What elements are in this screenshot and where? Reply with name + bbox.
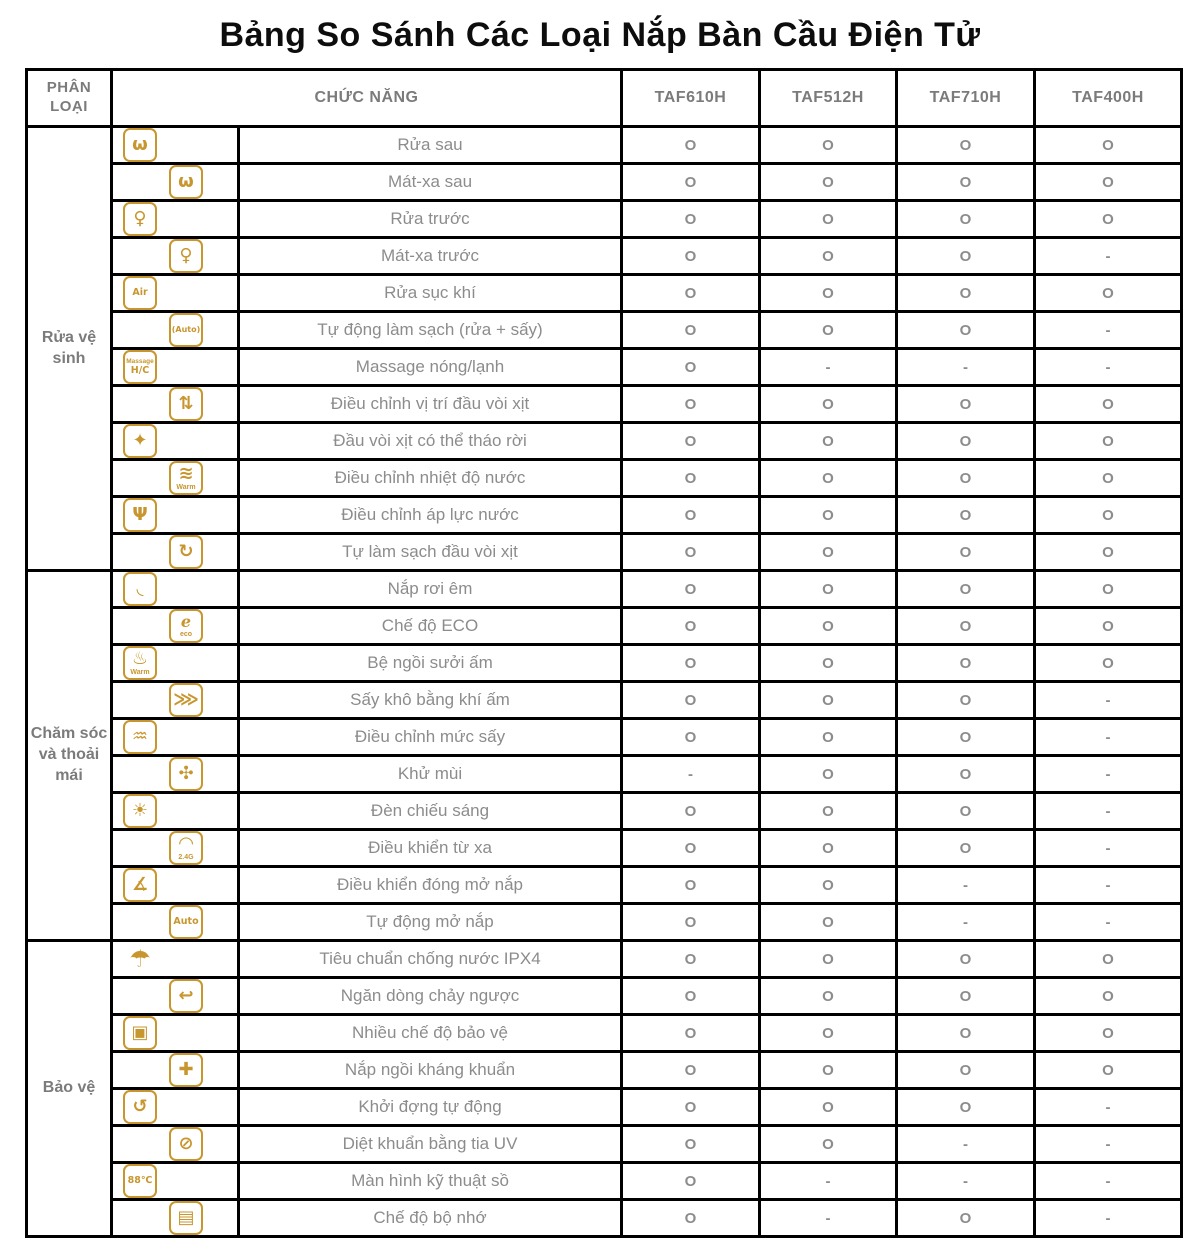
rear-massage-icon: ω (169, 165, 203, 199)
value-not-available: - (897, 904, 1035, 941)
uv-sterilization-icon: ⊘ (169, 1127, 203, 1161)
table-row (27, 867, 1182, 904)
table-row (27, 164, 1182, 201)
memory-mode-icon: ▤ (169, 1201, 203, 1235)
value-available: O (622, 423, 760, 460)
function-label: Điều chỉnh áp lực nước (239, 497, 622, 534)
function-label: Điều chỉnh nhiệt độ nước (239, 460, 622, 497)
function-label: Nắp ngồi kháng khuẩn (239, 1052, 622, 1089)
value-not-available: - (897, 1163, 1035, 1200)
hot-cold-massage-icon: Massage H/C (123, 350, 157, 384)
value-available: O (1035, 941, 1182, 978)
function-label: Điều khiển từ xa (239, 830, 622, 867)
value-available: O (1035, 275, 1182, 312)
col-header-function: CHỨC NĂNG (112, 70, 622, 127)
value-available: O (760, 756, 897, 793)
value-available: O (760, 867, 897, 904)
table-row (27, 349, 1182, 386)
value-available: O (760, 164, 897, 201)
table-row (27, 978, 1182, 1015)
value-available: O (1035, 201, 1182, 238)
function-icon-cell (112, 1163, 239, 1200)
auto-open-lid-icon: Auto (169, 905, 203, 939)
value-available: O (760, 719, 897, 756)
value-not-available: - (1035, 904, 1182, 941)
value-available: O (760, 497, 897, 534)
function-icon-cell (112, 312, 239, 349)
water-pressure-icon: Ψ (123, 498, 157, 532)
value-available: O (760, 1126, 897, 1163)
value-available: O (760, 793, 897, 830)
category-label: Rửa vệ sinh (27, 127, 112, 571)
function-label: Massage nóng/lạnh (239, 349, 622, 386)
col-header-model-taf610h: TAF610H (622, 70, 760, 127)
value-not-available: - (1035, 793, 1182, 830)
water-temperature-icon: ≋ Warm (169, 461, 203, 495)
value-available: O (897, 682, 1035, 719)
value-available: O (622, 238, 760, 275)
value-available: O (1035, 645, 1182, 682)
function-icon-cell (112, 830, 239, 867)
value-available: O (622, 719, 760, 756)
value-available: O (622, 1015, 760, 1052)
value-available: O (897, 386, 1035, 423)
rear-wash-icon: ω (123, 128, 157, 162)
comparison-table (25, 68, 1183, 1238)
value-available: O (897, 201, 1035, 238)
deodorizer-fan-icon: ✣ (169, 757, 203, 791)
value-available: O (760, 1052, 897, 1089)
function-label: Màn hình kỹ thuật sồ (239, 1163, 622, 1200)
function-icon-cell (112, 682, 239, 719)
eco-mode-icon: e eco (169, 609, 203, 643)
value-available: O (897, 127, 1035, 164)
value-available: O (622, 571, 760, 608)
function-icon-cell (112, 164, 239, 201)
function-icon-cell (112, 497, 239, 534)
value-available: O (897, 645, 1035, 682)
value-available: O (622, 312, 760, 349)
function-label: Rửa trước (239, 201, 622, 238)
value-available: O (760, 904, 897, 941)
value-available: O (1035, 460, 1182, 497)
function-icon-cell (112, 275, 239, 312)
table-row (27, 830, 1182, 867)
value-not-available: - (1035, 719, 1182, 756)
value-available: O (622, 164, 760, 201)
table-row (27, 571, 1182, 608)
value-available: O (622, 941, 760, 978)
table-row (27, 719, 1182, 756)
value-not-available: - (1035, 682, 1182, 719)
waterproof-ipx4-icon: ☂ (129, 945, 151, 973)
table-row (27, 1015, 1182, 1052)
function-label: Mát-xa trước (239, 238, 622, 275)
value-available: O (1035, 1052, 1182, 1089)
value-available: O (760, 830, 897, 867)
value-not-available: - (1035, 867, 1182, 904)
table-row (27, 275, 1182, 312)
value-available: O (1035, 978, 1182, 1015)
value-not-available: - (1035, 1089, 1182, 1126)
value-available: O (897, 1015, 1035, 1052)
function-icon-cell (112, 978, 239, 1015)
value-not-available: - (1035, 1126, 1182, 1163)
table-row (27, 756, 1182, 793)
col-header-model-taf400h: TAF400H (1035, 70, 1182, 127)
category-label: Chăm sóc và thoải mái (27, 571, 112, 941)
value-available: O (1035, 127, 1182, 164)
table-row (27, 201, 1182, 238)
function-icon-cell (112, 127, 239, 164)
function-label: Tiêu chuẩn chống nước IPX4 (239, 941, 622, 978)
value-available: O (622, 275, 760, 312)
value-available: O (897, 793, 1035, 830)
value-available: O (760, 534, 897, 571)
function-label: Nhiều chế độ bảo vệ (239, 1015, 622, 1052)
value-available: O (622, 793, 760, 830)
value-available: O (897, 608, 1035, 645)
value-available: O (622, 867, 760, 904)
table-row (27, 423, 1182, 460)
value-not-available: - (897, 1126, 1035, 1163)
backflow-prevention-icon: ↩ (169, 979, 203, 1013)
value-available: O (897, 275, 1035, 312)
air-bubble-wash-icon: Air (123, 276, 157, 310)
front-massage-icon: ♀ (169, 239, 203, 273)
lid-open-close-icon: ∡ (123, 868, 157, 902)
value-available: O (622, 127, 760, 164)
value-available: O (622, 978, 760, 1015)
value-available: O (897, 238, 1035, 275)
value-available: O (897, 1052, 1035, 1089)
value-available: O (622, 201, 760, 238)
antibacterial-seat-icon: ✚ (169, 1053, 203, 1087)
table-row (27, 127, 1182, 164)
value-available: O (622, 386, 760, 423)
value-available: O (622, 1089, 760, 1126)
value-available: O (1035, 164, 1182, 201)
value-not-available: - (897, 349, 1035, 386)
col-header-model-taf512h: TAF512H (760, 70, 897, 127)
value-available: O (622, 497, 760, 534)
value-available: O (760, 312, 897, 349)
function-icon-cell (112, 1200, 239, 1237)
table-row (27, 1200, 1182, 1237)
value-available: O (760, 201, 897, 238)
value-available: O (622, 1052, 760, 1089)
function-label: Khử mùi (239, 756, 622, 793)
value-available: O (897, 460, 1035, 497)
value-not-available: - (897, 867, 1035, 904)
value-available: O (1035, 423, 1182, 460)
value-available: O (622, 534, 760, 571)
table-row (27, 312, 1182, 349)
value-not-available: - (1035, 312, 1182, 349)
night-light-icon: ☀ (123, 794, 157, 828)
value-available: O (622, 608, 760, 645)
value-available: O (760, 682, 897, 719)
warm-air-dry-icon: ⋙ (169, 683, 203, 717)
value-available: O (622, 1200, 760, 1237)
value-available: O (1035, 386, 1182, 423)
function-icon-cell (112, 571, 239, 608)
value-available: O (760, 238, 897, 275)
value-available: O (897, 756, 1035, 793)
value-available: O (760, 1015, 897, 1052)
table-row (27, 1052, 1182, 1089)
table-row (27, 793, 1182, 830)
function-label: Tự làm sạch đầu vòi xịt (239, 534, 622, 571)
table-row (27, 904, 1182, 941)
function-icon-cell (112, 460, 239, 497)
front-wash-icon: ♀ (123, 202, 157, 236)
value-available: O (897, 1200, 1035, 1237)
col-header-model-taf710h: TAF710H (897, 70, 1035, 127)
function-icon-cell (112, 608, 239, 645)
value-not-available: - (1035, 756, 1182, 793)
function-label: Đầu vòi xịt có thể tháo rời (239, 423, 622, 460)
function-label: Rửa sục khí (239, 275, 622, 312)
nozzle-position-icon: ⇅ (169, 387, 203, 421)
value-available: O (760, 460, 897, 497)
function-label: Điều chỉnh vị trí đầu vòi xịt (239, 386, 622, 423)
protection-modes-icon: ▣ (123, 1016, 157, 1050)
table-body (27, 127, 1182, 1237)
value-available: O (897, 1089, 1035, 1126)
function-icon-cell (112, 1015, 239, 1052)
function-icon-cell (112, 793, 239, 830)
value-available: O (1035, 1015, 1182, 1052)
value-available: O (760, 978, 897, 1015)
value-not-available: - (1035, 349, 1182, 386)
function-label: Khởi đợng tự động (239, 1089, 622, 1126)
value-not-available: - (760, 1163, 897, 1200)
function-icon-cell (112, 423, 239, 460)
function-icon-cell (112, 756, 239, 793)
table-row (27, 645, 1182, 682)
function-icon-cell (112, 238, 239, 275)
function-label: Chế độ bộ nhớ (239, 1200, 622, 1237)
value-not-available: - (760, 1200, 897, 1237)
remote-control-icon: ◠ 2.4G (169, 831, 203, 865)
value-available: O (760, 127, 897, 164)
function-icon-cell (112, 719, 239, 756)
function-label: Sấy khô bằng khí ấm (239, 682, 622, 719)
function-label: Ngăn dòng chảy ngược (239, 978, 622, 1015)
value-not-available: - (1035, 1163, 1182, 1200)
auto-clean-icon: (Auto) (169, 313, 203, 347)
value-not-available: - (760, 349, 897, 386)
function-label: Điều chỉnh mức sấy (239, 719, 622, 756)
function-icon-cell (112, 1089, 239, 1126)
auto-restart-icon: ↺ (123, 1090, 157, 1124)
value-available: O (622, 1163, 760, 1200)
table-row (27, 682, 1182, 719)
function-icon-cell (112, 904, 239, 941)
value-available: O (760, 941, 897, 978)
soft-close-lid-icon: ◟ (123, 572, 157, 606)
table-row (27, 1126, 1182, 1163)
value-available: O (1035, 497, 1182, 534)
value-available: O (622, 349, 760, 386)
value-not-available: - (622, 756, 760, 793)
value-available: O (622, 682, 760, 719)
function-label: Đèn chiếu sáng (239, 793, 622, 830)
header-row (27, 70, 1182, 127)
dryer-level-icon: ♒ (123, 720, 157, 754)
function-label: Diệt khuẩn bằng tia UV (239, 1126, 622, 1163)
table-row (27, 941, 1182, 978)
value-available: O (622, 904, 760, 941)
value-available: O (622, 1126, 760, 1163)
function-label: Mát-xa sau (239, 164, 622, 201)
value-not-available: - (1035, 1200, 1182, 1237)
value-available: O (897, 497, 1035, 534)
function-label: Bệ ngồi sưởi ấm (239, 645, 622, 682)
table-row (27, 608, 1182, 645)
function-icon-cell (112, 941, 239, 978)
function-icon-cell (112, 645, 239, 682)
value-not-available: - (1035, 830, 1182, 867)
col-header-category: PHÂN LOẠI (27, 70, 112, 127)
value-available: O (897, 719, 1035, 756)
table-row (27, 238, 1182, 275)
value-available: O (760, 386, 897, 423)
function-label: Nắp rơi êm (239, 571, 622, 608)
value-available: O (897, 941, 1035, 978)
table-row (27, 1163, 1182, 1200)
value-available: O (897, 423, 1035, 460)
value-available: O (622, 645, 760, 682)
table-row (27, 460, 1182, 497)
table-row (27, 534, 1182, 571)
table-row (27, 1089, 1182, 1126)
function-icon-cell (112, 1126, 239, 1163)
table-row (27, 386, 1182, 423)
value-not-available: - (1035, 238, 1182, 275)
category-label: Bảo vệ (27, 941, 112, 1237)
function-label: Tự động mở nắp (239, 904, 622, 941)
value-available: O (760, 645, 897, 682)
value-available: O (897, 164, 1035, 201)
value-available: O (897, 978, 1035, 1015)
detachable-nozzle-icon: ✦ (123, 424, 157, 458)
function-icon-cell (112, 534, 239, 571)
function-label: Điều khiển đóng mở nắp (239, 867, 622, 904)
function-label: Rửa sau (239, 127, 622, 164)
value-available: O (622, 830, 760, 867)
function-icon-cell (112, 349, 239, 386)
function-icon-cell (112, 201, 239, 238)
value-available: O (760, 608, 897, 645)
value-available: O (1035, 534, 1182, 571)
value-available: O (897, 534, 1035, 571)
value-available: O (897, 312, 1035, 349)
value-available: O (897, 830, 1035, 867)
nozzle-self-clean-icon: ↻ (169, 535, 203, 569)
value-available: O (760, 1089, 897, 1126)
heated-seat-icon: ♨ Warm (123, 646, 157, 680)
value-available: O (1035, 608, 1182, 645)
function-label: Tự động làm sạch (rửa + sấy) (239, 312, 622, 349)
function-icon-cell (112, 386, 239, 423)
function-label: Chế độ ECO (239, 608, 622, 645)
value-available: O (1035, 571, 1182, 608)
value-available: O (760, 423, 897, 460)
value-available: O (760, 571, 897, 608)
page-title: Bảng So Sánh Các Loại Nắp Bàn Cầu Điện Tử (219, 16, 981, 54)
digital-display-icon: 88℃ (123, 1164, 157, 1198)
table-row (27, 497, 1182, 534)
value-available: O (622, 460, 760, 497)
function-icon-cell (112, 867, 239, 904)
function-icon-cell (112, 1052, 239, 1089)
value-available: O (760, 275, 897, 312)
value-available: O (897, 571, 1035, 608)
